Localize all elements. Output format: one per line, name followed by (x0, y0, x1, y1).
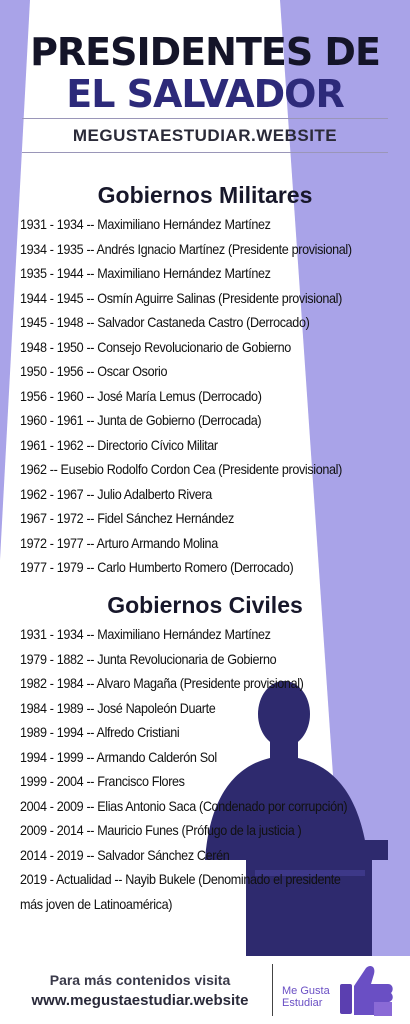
list-item: 2009 - 2014 -- Mauricio Funes (Prófugo de la justicia ) (20, 822, 302, 838)
list-item: más joven de Latinoamérica) (20, 895, 173, 912)
list-item: 1977 - 1979 -- Carlo Humberto Romero (Derrocado) (20, 559, 294, 575)
list-item: 1962 - 1967 -- Julio Adalberto Rivera (20, 485, 212, 502)
list-item: 1984 - 1989 -- José Napoleón Duarte (20, 699, 216, 716)
brand-logo-text (282, 985, 330, 1009)
footer-caption: Para más contenidos visita (49, 972, 231, 988)
list-item: 2004 - 2009 -- Elias Antonio Saca (Condenado por corrupción) (20, 797, 348, 814)
list-item: 1956 - 1960 -- José María Lemus (Derrocado) (20, 387, 262, 404)
list-item: 1944 - 1945 -- Osmín Aguirre Salinas (Presidente provisional) (20, 289, 342, 306)
list-item: 1994 - 1999 -- Armando Calderón Sol (20, 748, 217, 765)
list-item: 1972 - 1977 -- Arturo Armando Molina (20, 534, 218, 551)
list-item: 1935 - 1944 -- Maximiliano Hernández Martínez (20, 265, 271, 281)
list-item: 2014 - 2019 -- Salvador Sánchez Cerén (20, 846, 230, 863)
footer-divider (272, 964, 273, 1016)
bottom-divider (22, 152, 388, 153)
list-item: 1931 - 1934 -- Maximiliano Hernández Martínez (20, 216, 271, 232)
list-item: 1945 - 1948 -- Salvador Castaneda Castro (Derrocado) (20, 314, 310, 330)
list-item: 1931 - 1934 -- Maximiliano Hernández Martínez (20, 626, 271, 642)
list-item: 1967 - 1972 -- Fidel Sánchez Hernández (20, 510, 234, 526)
top-divider (22, 118, 388, 119)
logo-line-1: Me Gusta (282, 985, 330, 997)
website-label: MEGUSTAESTUDIAR.WEBSITE (72, 126, 338, 145)
list-item: 1979 - 1882 -- Junta Revolucionaria de Gobierno (20, 650, 277, 667)
list-item: 1962 -- Eusebio Rodolfo Cordon Cea (Presidente provisional) (20, 461, 342, 477)
civilian-governments-list (20, 622, 384, 916)
page-title-line-2: EL SALVADOR (66, 72, 344, 116)
list-item: 1989 - 1994 -- Alfredo Cristiani (20, 724, 180, 740)
page-title-line-1: PRESIDENTES DE (30, 30, 380, 74)
list-item: 1960 - 1961 -- Junta de Gobierno (Derrocada) (20, 412, 262, 428)
logo-line-2: Estudiar (282, 997, 323, 1009)
list-item: 1950 - 1956 -- Oscar Osorio (20, 363, 168, 379)
thumbs-up-book-icon (336, 962, 396, 1018)
list-item: 1948 - 1950 -- Consejo Revolucionario de Gobierno (20, 338, 291, 355)
footer-website-link[interactable]: www.megustaestudiar.website (31, 992, 249, 1009)
civilian-governments-heading: Gobiernos Civiles (107, 592, 303, 618)
military-governments-list (20, 212, 389, 580)
list-item: 1961 - 1962 -- Directorio Cívico Militar (20, 436, 218, 453)
list-item: 2019 - Actualidad -- Nayib Bukele (Denominado el presidente (20, 871, 341, 887)
list-item: 1934 - 1935 -- Andrés Ignacio Martínez (Presidente provisional) (20, 240, 352, 257)
list-item: 1982 - 1984 -- Alvaro Magaña (Presidente provisional) (20, 675, 304, 691)
list-item: 1999 - 2004 -- Francisco Flores (20, 773, 185, 789)
military-governments-heading: Gobiernos Militares (97, 182, 313, 208)
